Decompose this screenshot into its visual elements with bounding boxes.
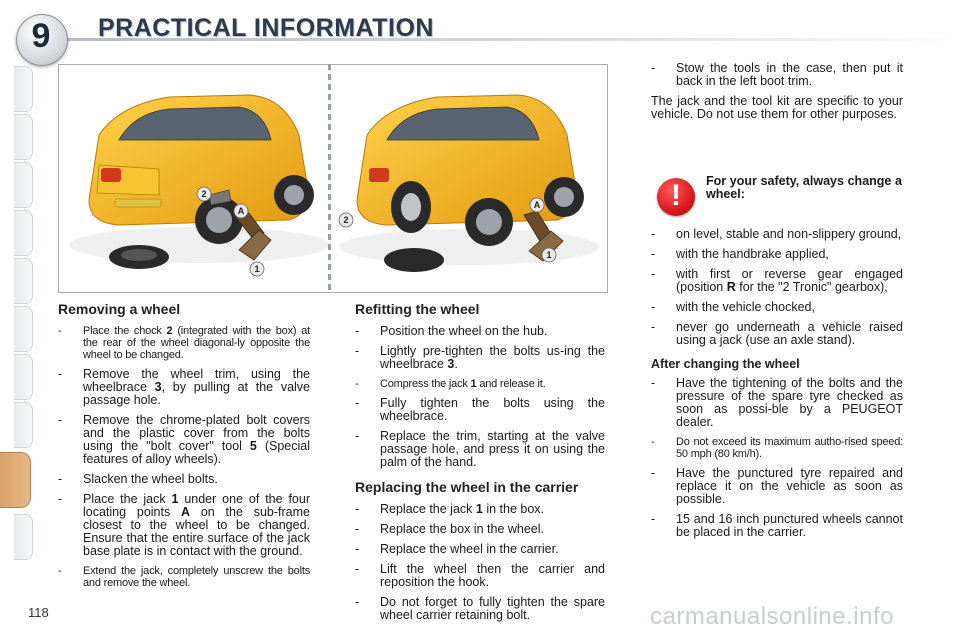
callout-a-right-label: A (533, 200, 541, 210)
specific-paragraph: The jack and the tool kit are specific to your vehicle. Do not use them for other purposes. (651, 94, 903, 121)
reference-number: 1 (470, 378, 477, 390)
page-title: PRACTICAL INFORMATION (98, 14, 434, 42)
callout-2-left-label: 2 (201, 189, 207, 199)
item-text: and release it. (476, 378, 546, 390)
watermark: carmanualsonline.info (650, 603, 894, 630)
item-text: with first or reverse gear engaged (position (676, 267, 903, 294)
list-dash: - (355, 562, 360, 576)
list-dash: - (651, 300, 656, 314)
side-tab[interactable] (14, 306, 33, 352)
item-text: Slacken the wheel bolts. (83, 472, 218, 486)
list-dash: - (58, 565, 62, 577)
list-item (58, 493, 310, 558)
list-dash: - (651, 376, 656, 390)
exclamation-icon: ! (671, 179, 681, 212)
item-text: on level, stable and non-slippery ground, (676, 227, 902, 241)
callout-a-left-label: A (237, 206, 245, 216)
reference-number: R (726, 280, 736, 294)
list-item (58, 414, 310, 466)
item-text: (integrated with the box) at the rear of the wheel diagonal-ly opposite the wheel to be changed. (83, 325, 311, 361)
item-text: Have the punctured tyre repaired and replace it on the vehicle as soon as possible. (676, 466, 903, 506)
list-dash: - (651, 512, 656, 526)
item-text: Place the chock (83, 325, 167, 337)
item-text: on the sub-frame closest to the wheel to be changed. Ensure that the entire surface of the jack base plate is in contact with the ground. (83, 505, 310, 558)
list-item (355, 596, 605, 622)
list-dash: - (58, 472, 63, 486)
warning-section (651, 228, 903, 546)
list-dash: - (651, 61, 656, 75)
reference-number: A (181, 505, 191, 519)
list-dash: - (651, 267, 656, 281)
item-text: for the "2 Tronic" gearbox), (735, 280, 888, 294)
item-text: Position the wheel on the hub. (380, 324, 548, 338)
list-item (651, 436, 903, 460)
item-text: Have the tightening of the bolts and the pressure of the spare tyre checked as soon as possi-ble by a PEUGEOT dealer. (676, 376, 903, 429)
list-dash: - (58, 413, 63, 427)
refitting-heading: Refitting the wheel (355, 301, 480, 317)
item-text: Do not exceed its maximum autho-rised speed: 50 mph (80 km/h). (676, 436, 903, 460)
list-dash: - (355, 344, 360, 358)
reference-number: 3 (447, 357, 455, 371)
side-tab[interactable] (14, 402, 33, 448)
warning-title: For your safety, always change a wheel: (706, 174, 902, 201)
list-item (58, 325, 310, 361)
page-number: 118 (28, 605, 49, 620)
item-text: in the box. (482, 502, 544, 516)
side-tab[interactable] (14, 114, 33, 160)
after-list (651, 377, 903, 539)
item-text: 15 and 16 inch punctured wheels cannot be placed in the carrier. (676, 512, 903, 539)
item-text: Replace the box in the wheel. (380, 522, 544, 536)
refitting-section (355, 301, 605, 629)
list-dash: - (651, 436, 655, 448)
list-item (58, 368, 310, 407)
item-text: Replace the trim, starting at the valve passage hole, and press it on using the palm of the hand. (380, 429, 605, 469)
reference-number: 1 (475, 502, 483, 516)
right-scene (339, 95, 599, 272)
list-item (355, 543, 605, 556)
list-item (58, 473, 310, 486)
list-item (651, 228, 903, 241)
refitting-list (355, 325, 605, 469)
list-item (651, 62, 903, 88)
car-jack-drawing (59, 65, 607, 292)
item-text: (Special features of alloy wheels). (83, 439, 310, 466)
side-tab[interactable] (14, 162, 33, 208)
side-tab[interactable] (14, 258, 33, 304)
item-text: Compress the jack (380, 378, 471, 390)
list-dash: - (651, 320, 656, 334)
item-text: Place the jack (83, 492, 172, 506)
removing-heading: Removing a wheel (58, 301, 181, 317)
callout-2-right-label: 2 (343, 215, 349, 225)
list-item (651, 321, 903, 347)
side-tab[interactable] (14, 210, 33, 256)
replacing-list (355, 503, 605, 622)
list-dash: - (58, 492, 63, 506)
wheel-change-illustration (58, 64, 608, 293)
warning-list (651, 228, 903, 347)
reference-number: 1 (171, 492, 179, 506)
list-dash: - (58, 325, 62, 337)
list-item (355, 523, 605, 536)
item-text: Remove the chrome-plated bolt covers and the plastic cover from the bolts using the "bolt cover" tool (83, 413, 310, 453)
item-text: Lightly pre-tighten the bolts us-ing the wheelbrace (380, 344, 605, 371)
replacing-heading: Replacing the wheel in the carrier (355, 479, 579, 495)
list-item (651, 377, 903, 429)
item-text: Replace the jack (380, 502, 476, 516)
item-text: Replace the wheel in the carrier. (380, 542, 559, 556)
list-dash: - (58, 367, 63, 381)
list-item (355, 325, 605, 338)
item-text: Lift the wheel then the carrier and reposition the hook. (380, 562, 605, 589)
left-scene (69, 95, 329, 269)
list-dash: - (355, 378, 359, 390)
item-text: with the handbrake applied, (676, 247, 829, 261)
list-item (355, 397, 605, 423)
chapter-number: 9 (31, 17, 51, 55)
reference-number: 2 (166, 325, 173, 337)
list-item (651, 513, 903, 539)
list-item (651, 467, 903, 506)
illustration-divider (328, 64, 331, 291)
list-item (355, 563, 605, 589)
item-text: with the vehicle chocked, (676, 300, 815, 314)
list-dash: - (651, 466, 656, 480)
item-text: Fully tighten the bolts using the wheelbrace. (380, 396, 605, 423)
side-tab[interactable] (14, 354, 33, 400)
item-text: Do not forget to fully tighten the spare wheel carrier retaining bolt. (380, 595, 605, 622)
after-heading: After changing the wheel (651, 357, 800, 371)
reference-number: 3 (154, 380, 162, 394)
removing-list (58, 325, 310, 589)
list-dash: - (355, 396, 360, 410)
list-item (355, 378, 605, 390)
callout-1-left-label: 1 (254, 264, 260, 274)
removing-section (58, 301, 310, 596)
list-item (355, 430, 605, 469)
item-text: under one of the four locating points (83, 492, 310, 519)
list-dash: - (355, 595, 360, 609)
list-dash: - (651, 247, 656, 261)
list-item (58, 565, 310, 589)
side-tab[interactable] (14, 66, 33, 112)
list-dash: - (355, 542, 360, 556)
callout-1-right-label: 1 (546, 250, 552, 260)
list-dash: - (651, 227, 656, 241)
list-dash: - (355, 429, 360, 443)
list-item (651, 301, 903, 314)
list-item (355, 503, 605, 516)
item-text: never go underneath a vehicle raised using a jack (use an axle stand). (676, 320, 903, 347)
list-item (355, 345, 605, 371)
reference-number: 5 (249, 439, 257, 453)
stow-item-text: Stow the tools in the case, then put it back in the left boot trim. (676, 61, 903, 88)
list-item (651, 268, 903, 294)
right-top-section (651, 62, 903, 121)
list-item (651, 248, 903, 261)
item-text: . (454, 357, 458, 371)
item-text: Extend the jack, completely unscrew the bolts and remove the wheel. (83, 565, 310, 589)
item-text: Remove the wheel trim, using the wheelbrace (83, 367, 310, 394)
list-dash: - (355, 324, 360, 338)
item-text: , by pulling at the valve passage hole. (83, 380, 310, 407)
list-dash: - (355, 502, 360, 516)
side-tab[interactable] (14, 514, 33, 560)
list-dash: - (355, 522, 360, 536)
side-tab-active[interactable] (0, 452, 31, 508)
